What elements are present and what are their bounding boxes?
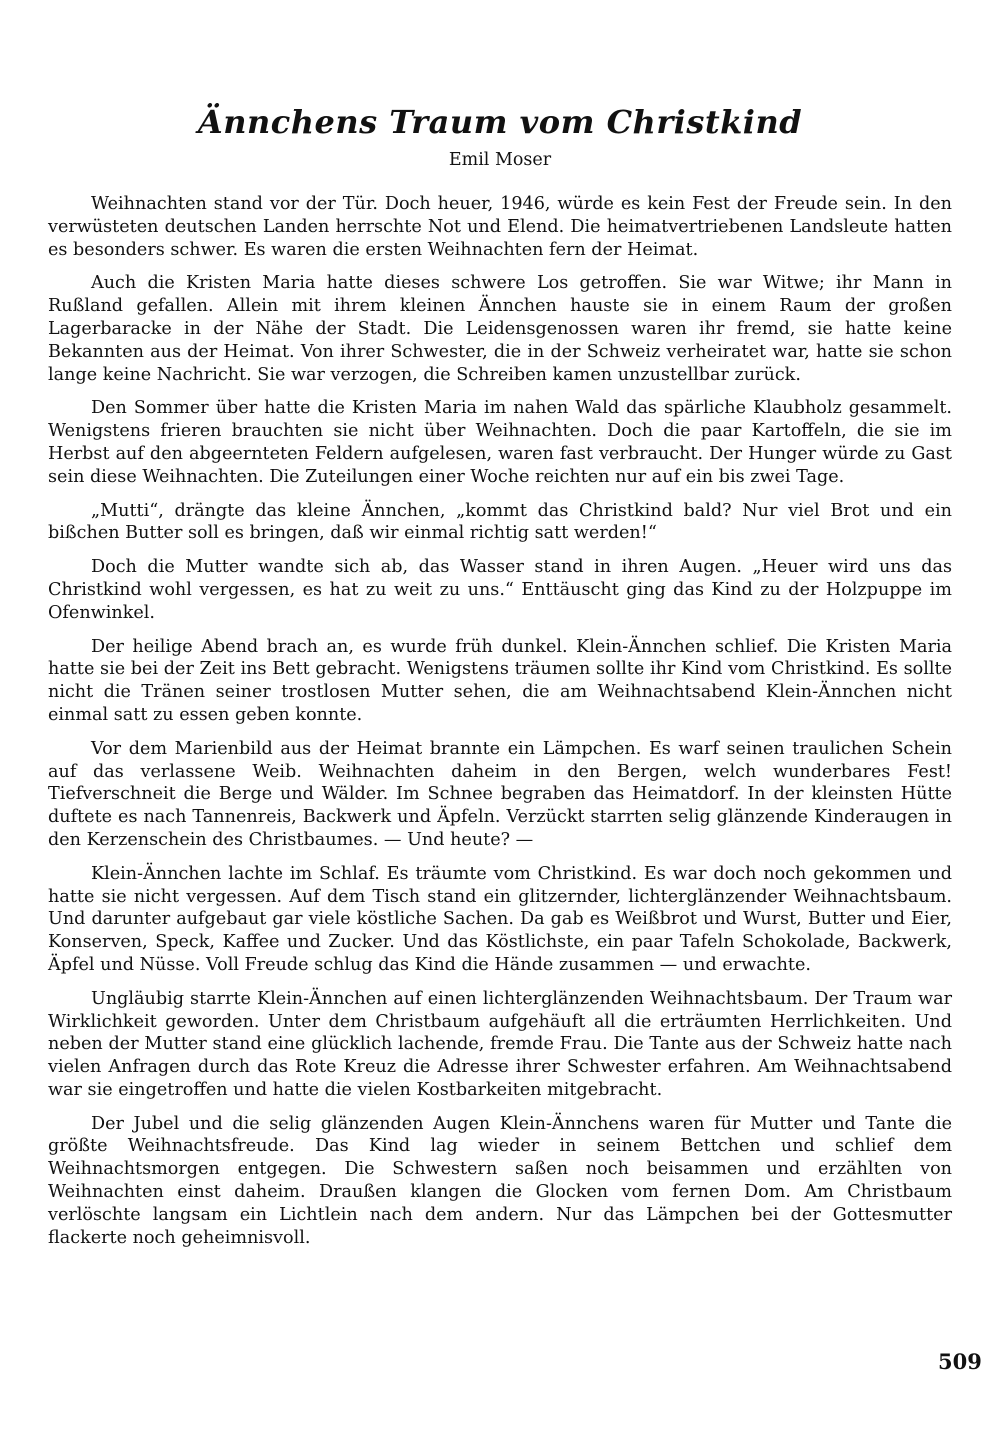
page-number: 509: [938, 1349, 982, 1374]
article-title: Ännchens Traum vom Christkind: [197, 103, 803, 141]
paragraph: Klein-Ännchen lachte im Schlaf. Es träumte vom Christkind. Es war doch noch gekommen und hatte sie nicht vergessen. Auf dem Tisch stand ein glitzernder, lichterglänzender Weihnachtsbaum. Und darunter aufgebaut gar viele köstliche Sachen. Da gab es Weißbrot und Wurst, Butter und Eier, Konserven, Speck, Kaffee und Zucker. Und das Köstlichste, ein paar Tafeln Schokolade, Backwerk, Äpfel und Nüsse. Voll Freude schlug das Kind die Hände zusammen — und erwachte.: [48, 863, 952, 975]
article-author: Emil Moser: [448, 150, 552, 170]
article-body: [48, 193, 952, 1260]
paragraph: Ungläubig starrte Klein-Ännchen auf einen lichterglänzenden Weihnachtsbaum. Der Traum war Wirklichkeit geworden. Unter dem Christbaum aufgehäuft all die erträumten Herrlichkeiten. Und neben der Mutter stand eine glücklich lachende, fremde Frau. Die Tante aus der Schweiz hatte nach vielen Anfragen durch das Rote Kreuz die Adresse ihrer Schwester erfahren. Am Weihnachtsabend war sie eingetroffen und hatte die vielen Kostbarkeiten mitgebracht.: [48, 988, 952, 1100]
paragraph: Den Sommer über hatte die Kristen Maria im nahen Wald das spärliche Klaubholz gesammelt. Wenigstens frieren brauchten sie nicht über Weihnachten. Doch die paar Kartoffeln, die sie im Herbst auf den abgeernteten Feldern aufgelesen, waren fast verbraucht. Der Hunger würde zu Gast sein diese Weihnachten. Die Zuteilungen einer Woche reichten nur auf ein bis zwei Tage.: [48, 398, 952, 487]
paragraph: Auch die Kristen Maria hatte dieses schwere Los getroffen. Sie war Witwe; ihr Mann in Rußland gefallen. Allein mit ihrem kleinen Ännchen hauste sie in einem Raum der großen Lagerbaracke in der Nähe der Stadt. Die Leidensgenossen waren ihr fremd, sie hatte keine Bekannten aus der Heimat. Von ihrer Schwester, die in der Schweiz verheiratet war, hatte sie schon lange keine Nachricht. Sie war verzogen, die Schreiben kamen unzustellbar zurück.: [48, 273, 952, 385]
paragraph: Weihnachten stand vor der Tür. Doch heuer, 1946, würde es kein Fest der Freude sein. In den verwüsteten deutschen Landen herrschte Not und Elend. Die heimatvertriebenen Landsleute hatten es besonders schwer. Es waren die ersten Weihnachten fern der Heimat.: [48, 194, 952, 260]
paragraph: Vor dem Marienbild aus der Heimat brannte ein Lämpchen. Es warf seinen traulichen Schein auf das verlassene Weib. Weihnachten daheim in den Bergen, welch wunderbares Fest! Tiefverschneit die Berge und Wälder. Im Schnee begraben das Heimatdorf. In der kleinsten Hütte duftete es nach Tannenreis, Backwerk und Äpfeln. Verzückt starrten selig glänzende Kinderaugen in den Kerzenschein des Christbaumes. — Und heute? —: [48, 738, 952, 850]
paragraph: „Mutti“, drängte das kleine Ännchen, „kommt das Christkind bald? Nur viel Brot und ein bißchen Butter soll es bringen, daß wir einmal richtig satt werden!“: [48, 500, 952, 544]
paragraph: Der Jubel und die selig glänzenden Augen Klein-Ännchens waren für Mutter und Tante die größte Weihnachtsfreude. Das Kind lag wieder in seinem Bettchen und schlief dem Weihnachtsmorgen entgegen. Die Schwestern saßen noch beisammen und erzählten von Weihnachten einst daheim. Draußen klangen die Glocken vom fernen Dom. Am Christbaum verlöschte langsam ein Lichtlein nach dem andern. Nur das Lämpchen bei der Gottesmutter flackerte noch geheimnisvoll.: [48, 1113, 952, 1248]
paragraph: Der heilige Abend brach an, es wurde früh dunkel. Klein-Ännchen schlief. Die Kristen Maria hatte sie bei der Zeit ins Bett gebracht. Wenigstens träumen sollte ihr Kind vom Christkind. Es sollte nicht die Tränen seiner trostlosen Mutter sehen, die am Weihnachtsabend Klein-Ännchen nicht einmal satt zu essen geben konnte.: [48, 636, 952, 725]
paragraph: Doch die Mutter wandte sich ab, das Wasser stand in ihren Augen. „Heuer wird uns das Christkind wohl vergessen, es hat zu weit zu uns.“ Enttäuscht ging das Kind zu der Holzpuppe im Ofenwinkel.: [48, 557, 952, 623]
